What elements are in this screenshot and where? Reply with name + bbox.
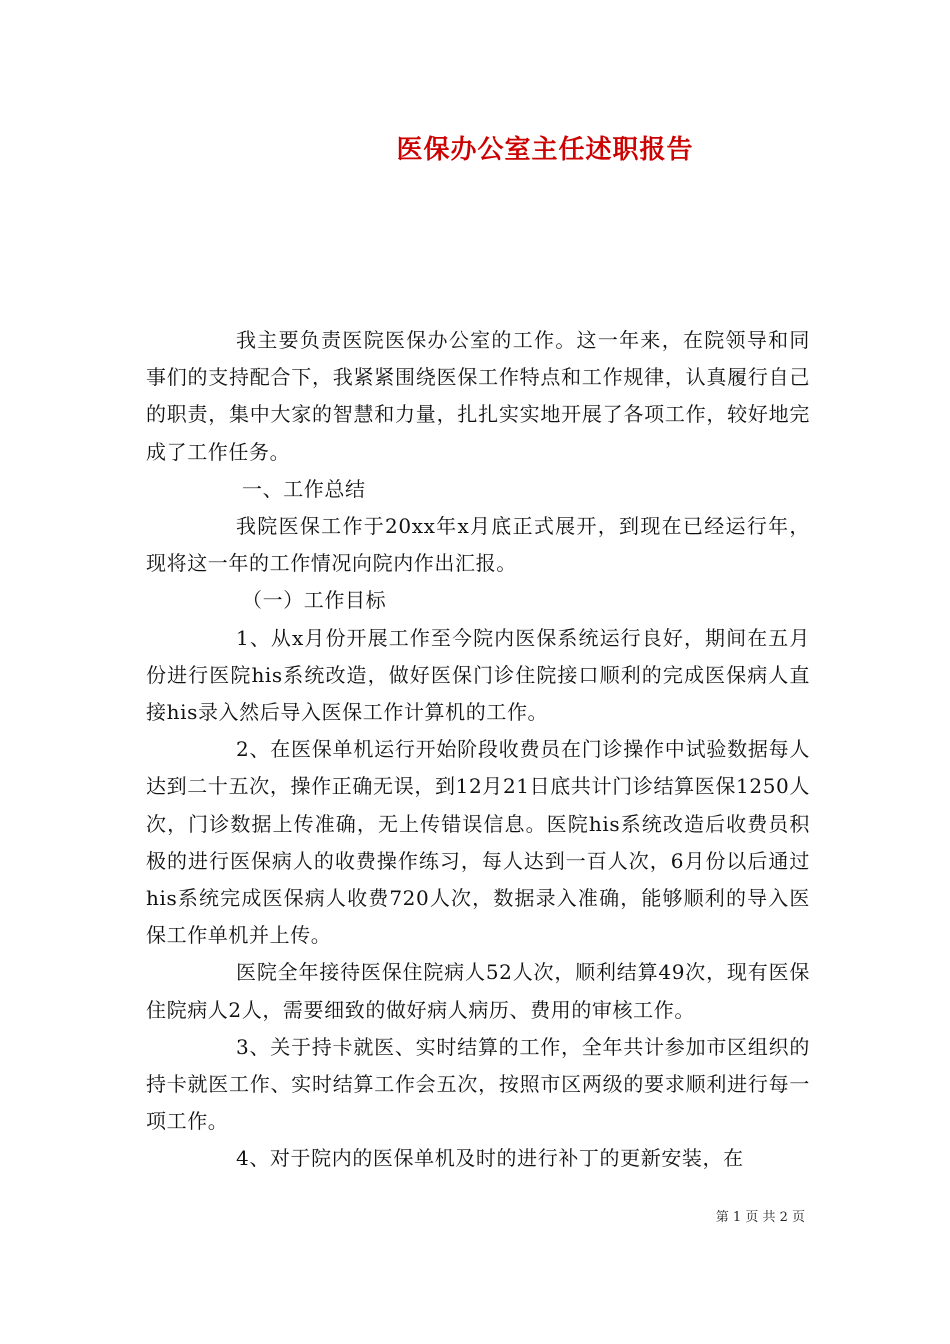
- paragraph-item-4: 4、对于院内的医保单机及时的进行补丁的更新安装，在: [236, 1146, 744, 1171]
- paragraph-intro: 我主要负责医院医保办公室的工作。这一年来，在院领导和同事们的支持配合下，我紧紧围绕医保工作特点和工作规律，认真履行自己的职责，集中大家的智慧和力量，扎扎实实地开展了各项工作，较好地完成了工作任务。: [146, 328, 810, 464]
- document-body: [146, 322, 810, 1178]
- paragraph-item-3: 3、关于持卡就医、实时结算的工作，全年共计参加市区组织的持卡就医工作、实时结算工作会五次，按照市区两级的要求顺利进行每一项工作。: [146, 1034, 810, 1134]
- paragraph-item-1: 1、从x月份开展工作至今院内医保系统运行良好，期间在五月份进行医院his系统改造，做好医保门诊住院接口顺利的完成医保病人直接his录入然后导入医保工作计算机的工作。: [146, 625, 810, 725]
- page-number-footer: 第 1 页 共 2 页: [715, 1210, 805, 1225]
- document-title: 医保办公室主任述职报告: [396, 135, 694, 165]
- subsection-heading-goals: （一）工作目标: [242, 588, 387, 613]
- paragraph-start-date: 我院医保工作于20xx年x月底正式展开，到现在已经运行年，现将这一年的工作情况向院内作出汇报。: [146, 514, 810, 576]
- paragraph-item-2: 2、在医保单机运行开始阶段收费员在门诊操作中试验数据每人达到二十五次，操作正确无误，到12月21日底共计门诊结算医保1250人次，门诊数据上传准确，无上传错误信息。医院his系统改造后收费员积极的进行医保病人的收费操作练习，每人达到一百人次，6月份以后通过his系统完成医保病人收费720人次，数据录入准确，能够顺利的导入医保工作单机并上传。: [146, 737, 810, 948]
- section-heading-work-summary: 一、工作总结: [242, 476, 366, 501]
- paragraph-inpatient: 医院全年接待医保住院病人52人次，顺利结算49次，现有医保住院病人2人，需要细致的做好病人病历、费用的审核工作。: [146, 960, 810, 1022]
